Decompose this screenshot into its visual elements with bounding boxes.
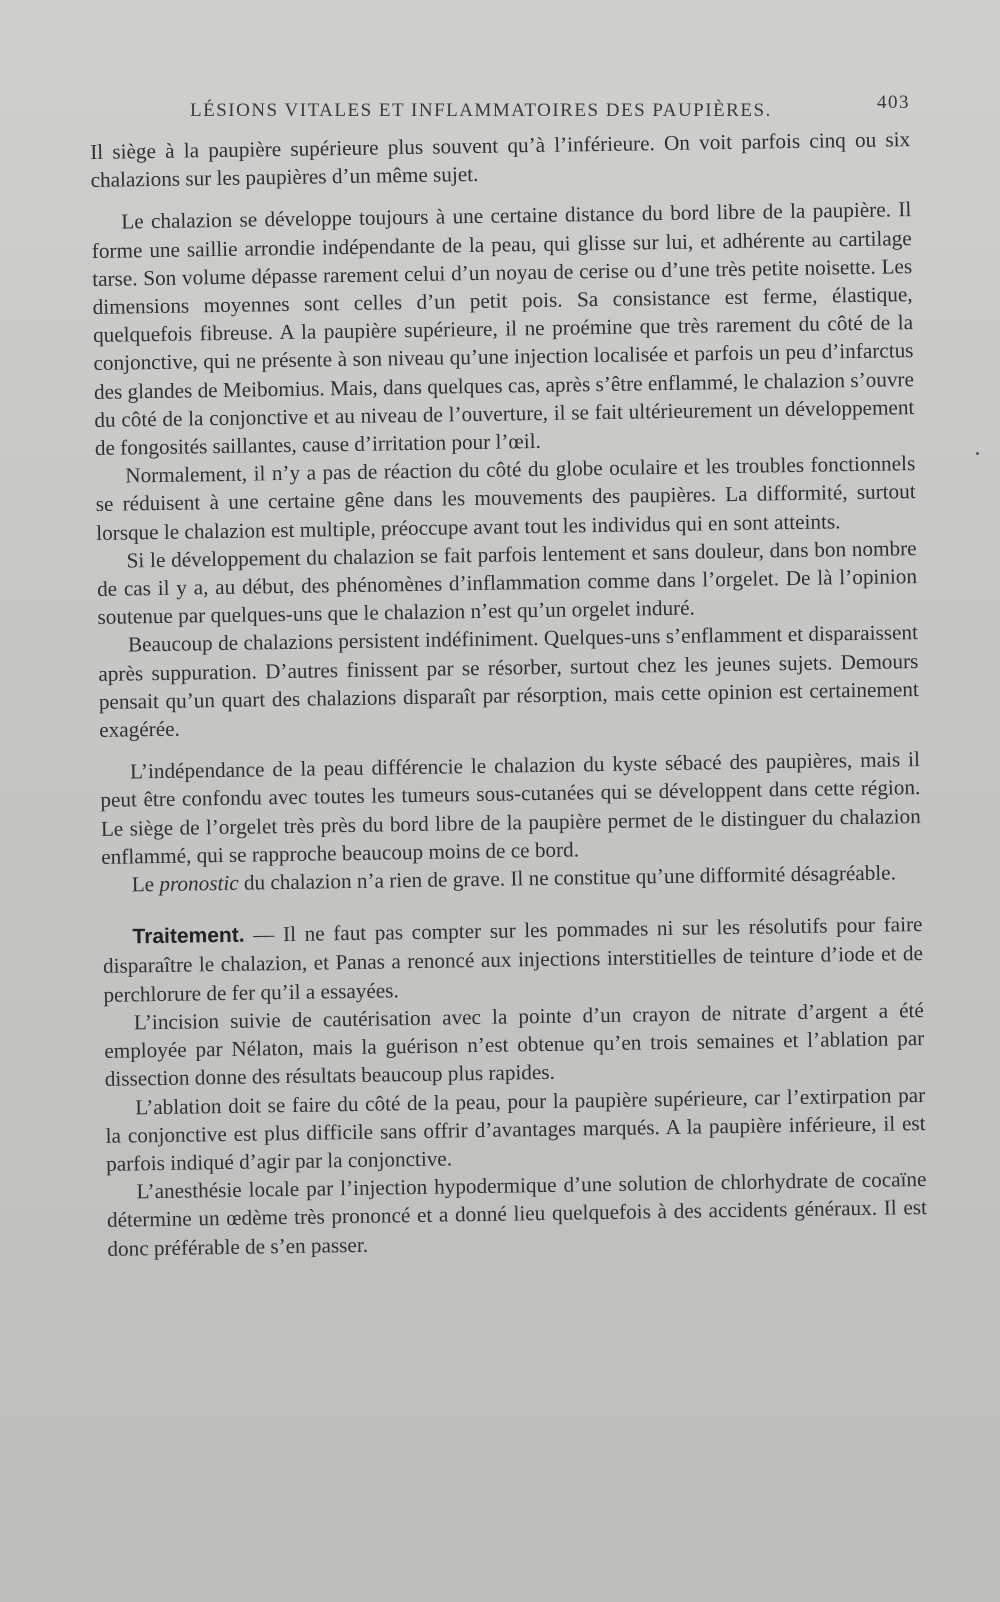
paragraph-anesthesia: L’anesthésie locale par l’injection hypodermique d’une solution de chlorhydrate de cocaïne détermine un œdème très prononcé et a donné lieu quelquefois à des accidents généraux. Il est donc préférable de s’en passer. (106, 1167, 928, 1261)
treatment-text: — Il ne faut pas compter sur les pommades ni sur les résolutifs pour faire disparaître le chalazion, et Panas a renoncé aux injections interstitielles de teinture d’iode et de perchlorure de fer qu’il a essayées. (102, 912, 924, 1007)
paragraph-diagnosis: L’indépendance de la peau différencie le chalazion du kyste sébacé des paupières, mais il peut être confondu avec toutes les tumeurs sous-cutanées qui se développent dans cette région. Le siège de l’orgelet très près du bord libre de la paupière permet de le distinguer du chalazion enflammé, qui se rapproche beaucoup moins de ce bord. (100, 747, 921, 869)
paragraph-incision: L’incision suivie de cautérisation avec la pointe d’un crayon de nitrate d’argent a été employée par Nélaton, mais la guérison n’est obtenue qu’en trois semaines et l’ablation par dissection donne des résultats beaucoup plus rapides. (104, 997, 925, 1092)
page-number: 403 (877, 92, 910, 113)
paragraph-seat: Il siège à la paupière supérieure plus souvent qu’à l’inférieure. On voit parfois cinq ou six chalazions sur les paupières d’un même sujet. (90, 127, 911, 193)
paragraph-ablation: L’ablation doit se faire du côté de la peau, pour la paupière supérieure, car l’extirpation par la conjonctive est plus difficile sans offrir d’avantages marqués. A la paupière inférieure, il est parfois indiqué d’agir par la conjonctive. (105, 1082, 926, 1176)
paper-speck (976, 452, 979, 455)
paragraph-development: Le chalazion se développe toujours à une certaine distance du bord libre de la paupière. Il forme une saillie arrondie indépendante de la peau, qui glisse sur lui, et adhérente au cartilage tarse. Son volume dépasse rarement celui d’un noyau de cerise ou d’une très petite noisette. Les dimensions moyennes sont celles d’un petit pois. Sa consistance est ferme, élastique, quelquefois fibreuse. A la paupière supérieure, il ne proémine que très rarement du côté de la conjonctive, qui ne présente à son niveau qu’une injection localisée et parfois un peu d’infarctus des glandes de Meibomius. Mais, dans quelques cas, après s’être enflammé, le chalazion s’ouvre du côté de la conjonctive et au niveau de l’ouverture, il se fait ultérieurement un développement de fongosités saillantes, cause d’irritation pour l’œil. (91, 197, 915, 460)
paragraph-inflammation: Si le développement du chalazion se fait parfois lentement et sans douleur, dans bon nombre de cas il y a, au début, des phénomènes d’inflammation comme dans l’orgelet. De là l’opinion soutenue par quelques-uns que le chalazion n’est qu’un orgelet induré. (96, 535, 918, 630)
paragraph-reaction: Normalement, il n’y a pas de réaction du côté du globe oculaire et les troubles fonctionnels se réduisent à une certaine gêne dans les mouvements des paupières. La difformité, surtout lorsque le chalazion est multiple, préoccupe avant tout les individus qui en sont atteints. (95, 451, 916, 545)
prognosis-rest: du chalazion n’a rien de grave. Il ne constitue qu’une difformité désagréable. (238, 860, 897, 895)
prognosis-lead: Le (131, 872, 160, 897)
section-heading-treatment: Traitement. (132, 923, 245, 949)
paragraph-persistence: Beaucoup de chalazions persistent indéfiniment. Quelques-uns s’enflamment et disparaissent après suppuration. D’autres finissent par se résorber, surtout chez les jeunes sujets. Demours pensait qu’un quart des chalazions disparaît par résorption, mais cette opinion est certainement exagérée. (98, 620, 919, 742)
running-header (90, 92, 910, 128)
body-text (90, 125, 928, 1262)
running-title: LÉSIONS VITALES ET INFLAMMATOIRES DES PAUPIÈRES. (190, 100, 772, 121)
paragraph-treatment (102, 910, 923, 1008)
prognosis-term: pronostic (159, 870, 239, 897)
